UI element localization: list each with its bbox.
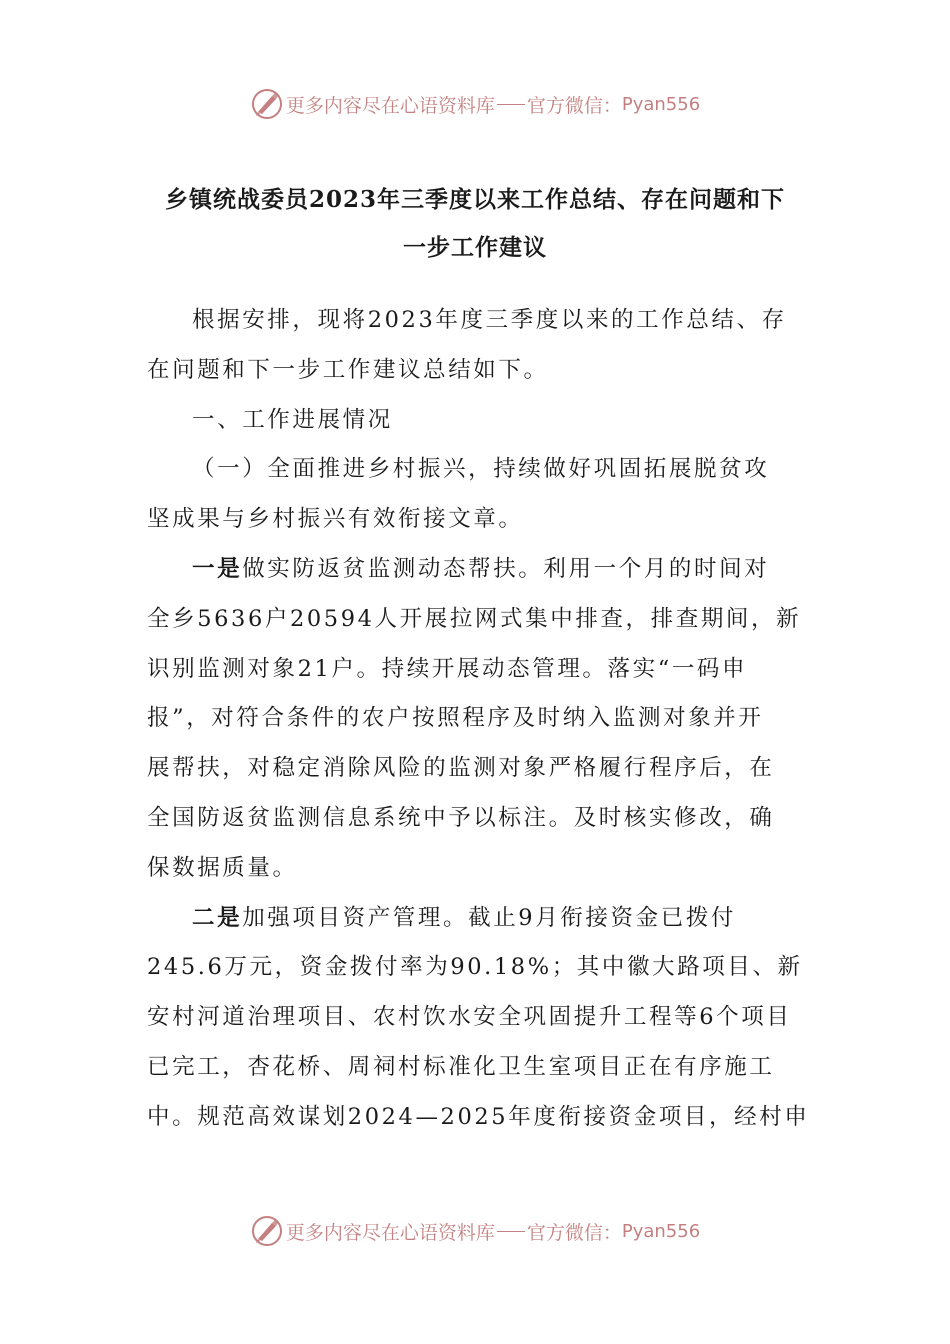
text-line: 根据安排，现将2023年度三季度以来的工作总结、存 [192,307,787,333]
text-line: 报”，对符合条件的农户按照程序及时纳入监测对象并开 [147,705,764,732]
text-line-with-lead [147,545,807,595]
paragraph-intro [147,296,807,396]
section-heading [147,396,807,446]
text-line: （一）全面推进乡村振兴，持续做好巩固拓展脱贫攻 [192,456,770,483]
subsection-heading [147,445,807,545]
document-body [147,296,810,1143]
text-line: 中。规范高效谋划2024—2025年度衔接资金项目，经村申 [147,1103,810,1130]
text-line: 坚成果与乡村振兴有效衔接文章。 [147,506,524,533]
lead-label: 一是 [192,555,243,582]
text-line: 已完工，杏花桥、周祠村标准化卫生室项目正在有序施工 [147,1053,775,1080]
document-title-line-2: 一步工作建议 [403,234,547,261]
watermark-label: 官方微信： [526,1221,622,1244]
text-segment: 做实防返贫监测动态帮扶。利用一个月的时间对 [242,555,770,582]
text-line-with-lead [147,894,807,944]
paragraph-point-2 [147,894,810,1143]
text-line: 保数据质量。 [147,854,298,881]
text-line: 一、工作进展情况 [192,406,393,433]
text-line: 识别监测对象21户。持续开展动态管理。落实“一码申 [147,655,748,682]
pen-logo-icon [250,1214,284,1248]
header-watermark [0,84,950,124]
text-line: 展帮扶，对稳定消除风险的监测对象严格履行程序后，在 [147,755,775,782]
text-line: 全乡5636户20594人开展拉网式集中排查，排查期间，新 [147,605,802,632]
watermark-dash [497,1231,525,1232]
watermark-label: 官方微信： [526,94,622,117]
text-line: 安村河道治理项目、农村饮水安全巩固提升工程等6个项目 [147,1004,792,1031]
pen-logo-icon [250,87,284,121]
watermark-brand: 更多内容尽在心语资料库 [285,94,495,117]
watermark-dash [497,104,525,105]
text-line: 245.6万元，资金拨付率为90.18%；其中徽大路项目、新 [147,954,803,981]
watermark-account: Pyan556 [621,1220,701,1242]
footer-watermark [0,1211,950,1251]
text-line: 全国防返贫监测信息系统中予以标注。及时核实修改，确 [147,804,775,831]
watermark-brand: 更多内容尽在心语资料库 [285,1221,495,1244]
text-segment: 加强项目资产管理。截止9月衔接资金已拨付 [242,904,737,931]
document-title-line-1: 乡镇统战委员2023年三季度以来工作总结、存在问题和下 [164,186,785,213]
paragraph-point-1 [147,545,807,894]
watermark-account: Pyan556 [621,93,701,115]
lead-label: 二是 [192,904,243,931]
text-line: 在问题和下一步工作建议总结如下。 [147,356,549,383]
